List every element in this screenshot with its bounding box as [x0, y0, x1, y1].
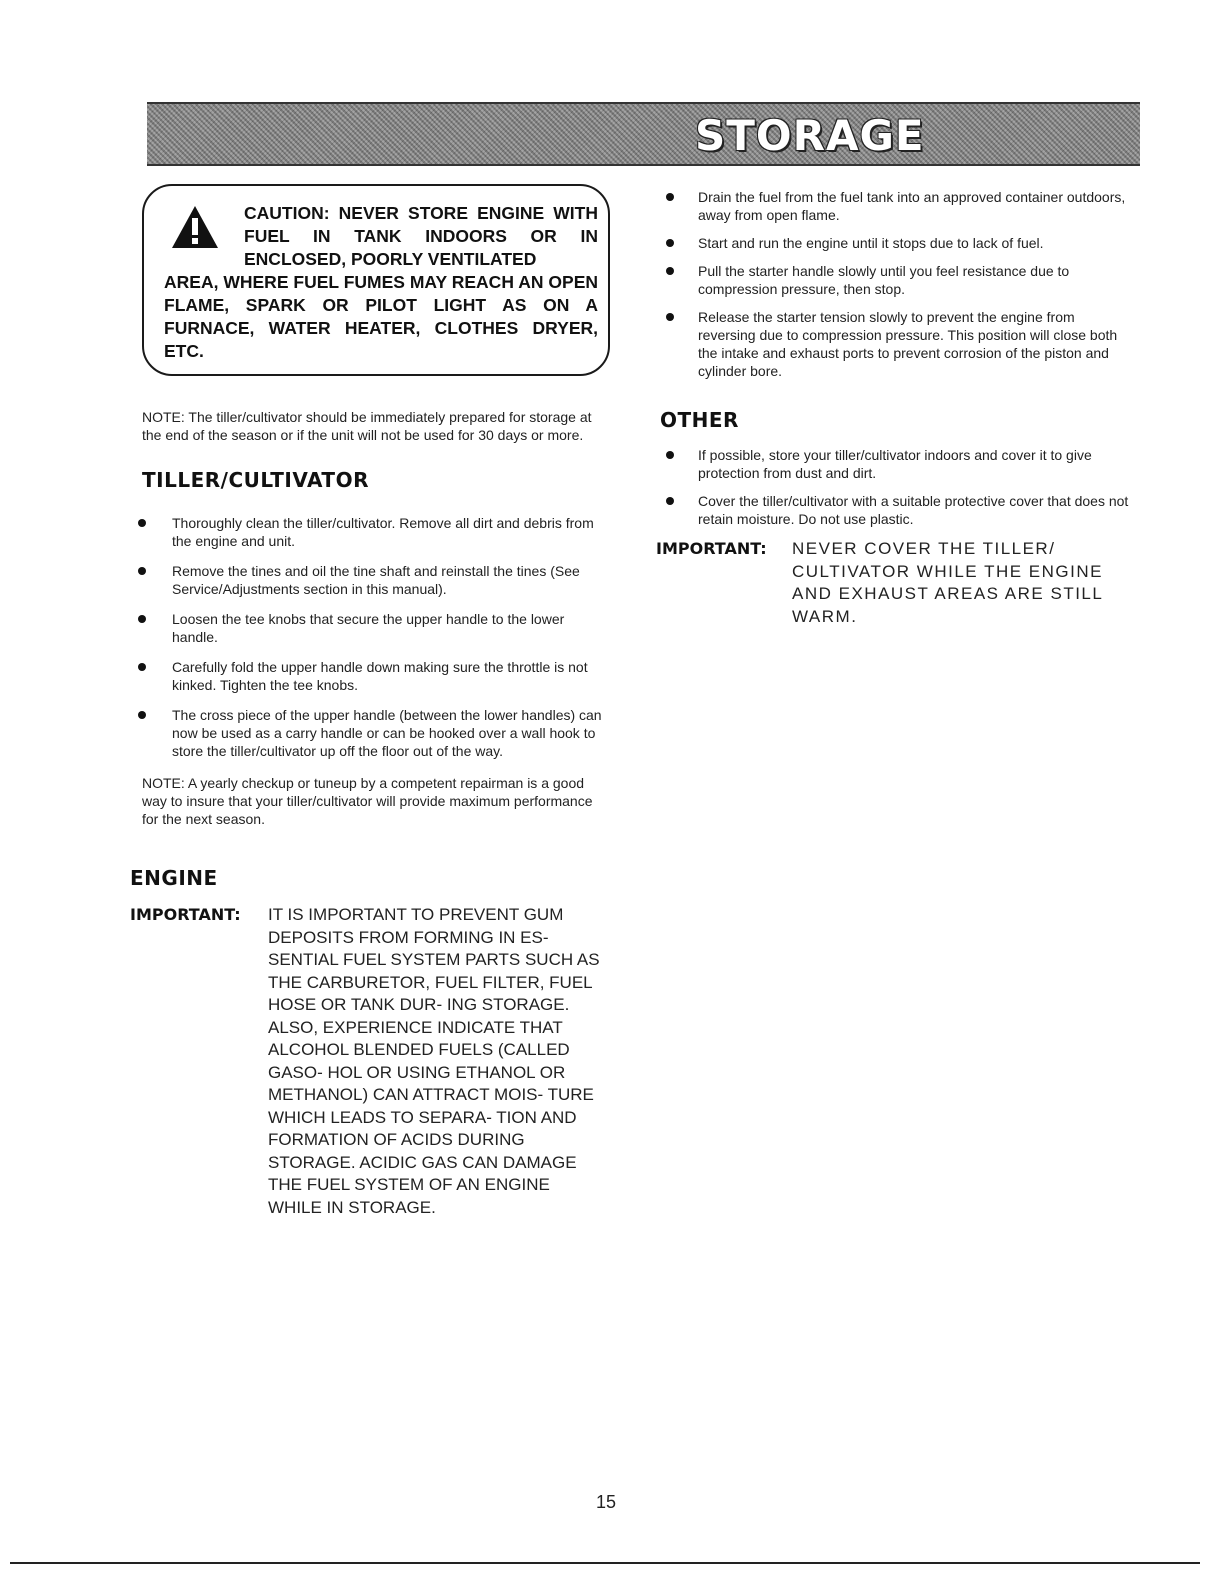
other-important: [656, 538, 1140, 628]
left-column: [130, 184, 614, 1219]
page-number: 15: [596, 1492, 617, 1512]
warning-triangle-icon: [170, 204, 220, 250]
bullet-icon: [666, 497, 674, 505]
list-item: Pull the starter handle slowly until you feel resistance due to compression pressure, then stop.: [656, 262, 1140, 298]
bullet-icon: [666, 267, 674, 275]
engine-important-text: IT IS IMPORTANT TO PREVENT GUM DEPOSITS FROM FORMING IN ES- SENTIAL FUEL SYSTEM PARTS SUCH AS THE CARBURETOR, FUEL FILTER, FUEL HOSE OR TANK DUR- ING STORAGE. ALSO, EXPERIENCE INDICATE THAT ALCOHOL BLENDED FUELS (CALLED GASO- HOL OR USING ETHANOL OR METHANOL) CAN ATTRACT MOIS- TURE WHICH LEADS TO SEPARA- TION AND FORMATION OF ACIDS DURING STORAGE. ACIDIC GAS CAN DAMAGE THE FUEL SYSTEM OF AN ENGINE WHILE IN STORAGE.: [268, 905, 600, 1217]
storage-banner: [147, 102, 1140, 166]
tiller-list: [130, 514, 614, 760]
bullet-icon: [666, 451, 674, 459]
list-item: Loosen the tee knobs that secure the upper handle to the lower handle.: [130, 610, 614, 646]
engine-heading: ENGINE: [130, 866, 218, 890]
list-item: The cross piece of the upper handle (between the lower handles) can now be used as a carry handle or can be hooked over a wall hook to store the tiller/cultivator up off the floor out of the way.: [130, 706, 614, 760]
list-item: Thoroughly clean the tiller/cultivator. Remove all dirt and debris from the engine and unit.: [130, 514, 614, 550]
important-label: IMPORTANT:: [656, 539, 767, 558]
list-item: Cover the tiller/cultivator with a suitable protective cover that does not retain moisture. Do not use plastic.: [656, 492, 1140, 528]
list-item: Start and run the engine until it stops due to lack of fuel.: [656, 234, 1140, 252]
list-item: Drain the fuel from the fuel tank into an approved container outdoors, away from open flame.: [656, 188, 1140, 224]
page-title: STORAGE: [695, 111, 925, 160]
list-item: Remove the tines and oil the tine shaft and reinstall the tines (See Service/Adjustments section in this manual).: [130, 562, 614, 598]
right-column: [656, 188, 1140, 628]
footer-rule: [10, 1562, 1200, 1564]
bullet-icon: [666, 193, 674, 201]
tiller-heading: TILLER/CULTIVATOR: [142, 468, 369, 492]
other-heading: OTHER: [660, 408, 739, 432]
list-item: Carefully fold the upper handle down making sure the throttle is not kinked. Tighten the tee knobs.: [130, 658, 614, 694]
bullet-icon: [666, 313, 674, 321]
fuel-steps-list: [656, 188, 1140, 380]
caution-box: [142, 184, 610, 376]
bullet-icon: [138, 567, 146, 575]
list-item: If possible, store your tiller/cultivator indoors and cover it to give protection from dust and dirt.: [656, 446, 1140, 482]
bullet-icon: [666, 239, 674, 247]
caution-text-rest: AREA, WHERE FUEL FUMES MAY REACH AN OPEN FLAME, SPARK OR PILOT LIGHT AS ON A FURNACE, WATER HEATER, CLOTHES DRYER, ETC.: [164, 272, 598, 361]
engine-important: [130, 904, 614, 1219]
tuneup-note: NOTE: A yearly checkup or tuneup by a competent repairman is a good way to insure that your tiller/cultivator will provide maximum performance for the next season.: [142, 775, 593, 827]
caution-text-first: CAUTION: NEVER STORE ENGINE WITH FUEL IN TANK INDOORS OR IN ENCLOSED, POORLY VENTILATED: [244, 203, 598, 269]
storage-note: NOTE: The tiller/cultivator should be immediately prepared for storage at the end of the season or if the unit will not be used for 30 days or more.: [142, 409, 592, 443]
bullet-icon: [138, 615, 146, 623]
bullet-icon: [138, 519, 146, 527]
important-label: IMPORTANT:: [130, 905, 241, 924]
list-item: Release the starter tension slowly to prevent the engine from reversing due to compression pressure. This position will close both the intake and exhaust ports to prevent corrosion of the piston and cylinder bore.: [656, 308, 1140, 380]
bullet-icon: [138, 663, 146, 671]
bullet-icon: [138, 711, 146, 719]
other-list: [656, 446, 1140, 528]
other-important-text: NEVER COVER THE TILLER/ CULTIVATOR WHILE THE ENGINE AND EXHAUST AREAS ARE STILL WARM.: [792, 539, 1103, 626]
